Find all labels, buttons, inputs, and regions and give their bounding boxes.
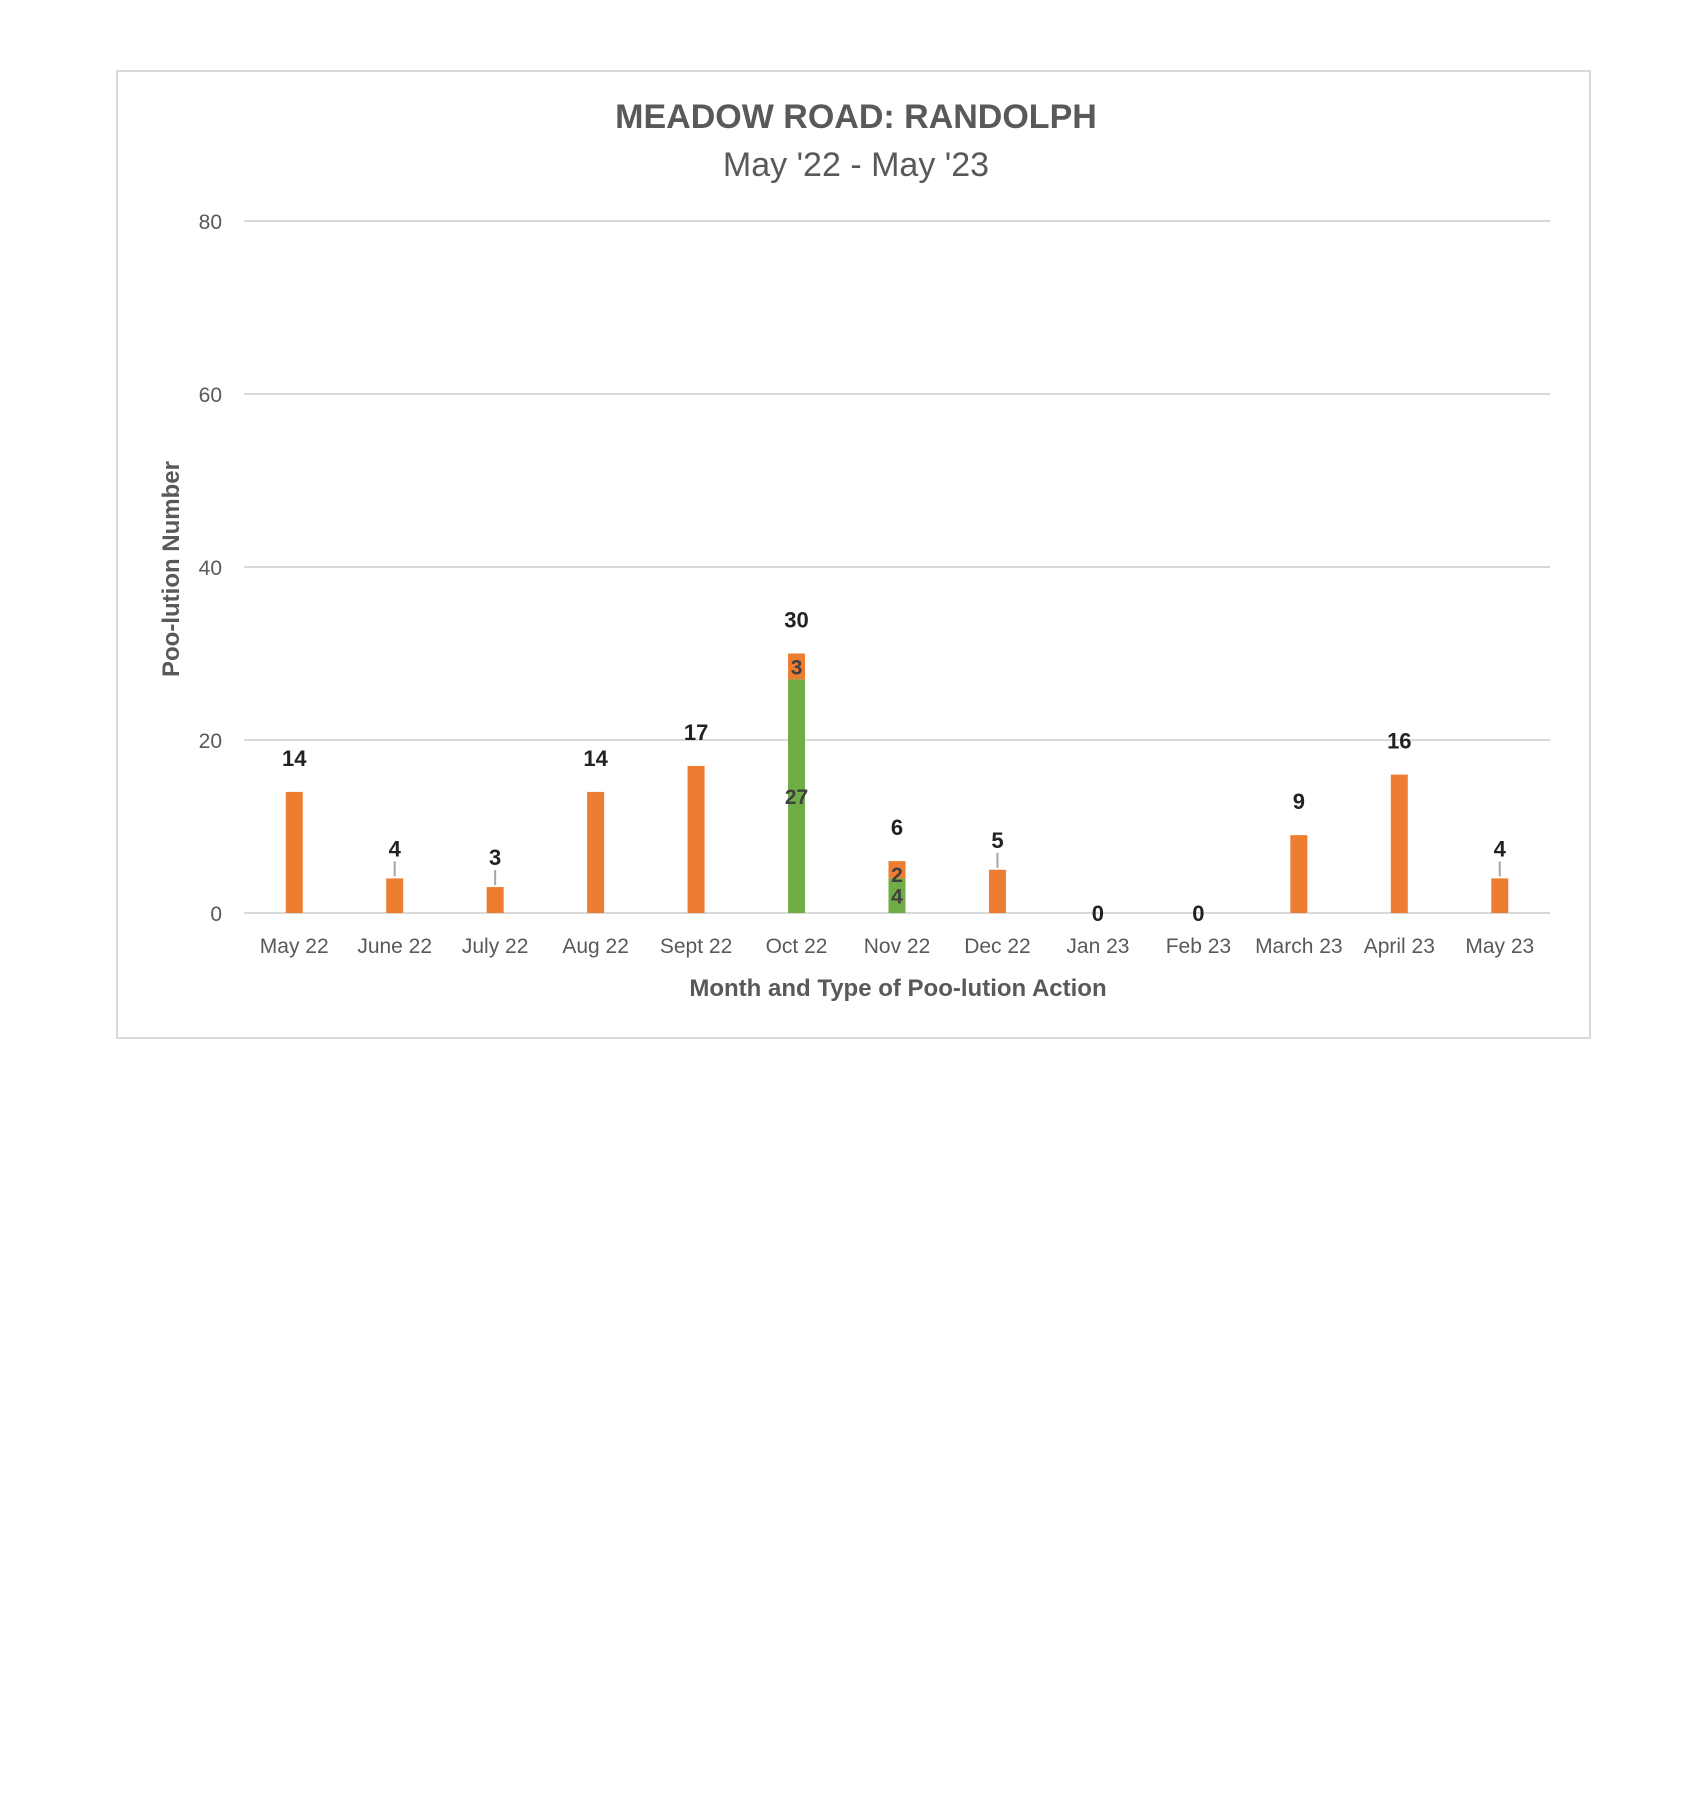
x-tick-label: Feb 23 xyxy=(1165,935,1232,958)
total-label: 3 xyxy=(489,845,502,871)
bar-segment xyxy=(487,887,504,913)
chart-subtitle: May '22 - May '23 xyxy=(722,146,990,184)
y-axis-ticks xyxy=(199,211,222,926)
x-tick-label: June 22 xyxy=(357,935,433,958)
x-tick-label: May 23 xyxy=(1465,935,1535,958)
bar-segment xyxy=(1391,775,1408,913)
x-tick-label: April 23 xyxy=(1363,935,1435,958)
total-label: 5 xyxy=(991,827,1004,853)
bar-segment xyxy=(587,792,604,913)
y-tick-label: 60 xyxy=(198,384,222,407)
y-tick-label: 40 xyxy=(198,557,222,580)
x-tick-label: July 22 xyxy=(461,935,529,958)
segment-label: 3 xyxy=(790,656,803,680)
bar-segment xyxy=(1290,835,1307,913)
total-label: 0 xyxy=(1192,901,1205,926)
bar-segment xyxy=(286,792,303,913)
total-label: 0 xyxy=(1091,901,1105,926)
x-tick-label: Dec 22 xyxy=(964,935,1031,958)
segment-label: 4 xyxy=(891,885,903,909)
gridlines xyxy=(244,221,1550,913)
x-axis-ticks xyxy=(260,935,1534,958)
x-tick-label: Sept 22 xyxy=(659,935,733,958)
total-label: 17 xyxy=(683,719,709,745)
x-tick-label: March 23 xyxy=(1255,935,1343,958)
data-labels xyxy=(282,608,1507,927)
total-label: 16 xyxy=(1387,728,1412,754)
y-axis-title: Poo-lution Number xyxy=(158,461,185,677)
bar-chart xyxy=(118,72,1593,1041)
y-tick-label: 0 xyxy=(210,903,222,926)
total-label: 14 xyxy=(583,745,608,771)
bar-segment xyxy=(989,870,1006,913)
y-tick-label: 20 xyxy=(198,730,222,753)
bar-segment xyxy=(386,878,403,913)
x-tick-label: Aug 22 xyxy=(562,935,629,958)
total-label: 4 xyxy=(388,836,401,862)
bar-segment xyxy=(688,766,705,913)
total-label: 6 xyxy=(890,815,904,841)
y-tick-label: 80 xyxy=(198,211,222,234)
x-tick-label: Nov 22 xyxy=(863,935,931,958)
total-label: 4 xyxy=(1493,836,1506,862)
x-tick-label: Oct 22 xyxy=(765,935,828,958)
segment-label: 27 xyxy=(784,786,809,810)
x-axis-title: Month and Type of Poo-lution Action xyxy=(689,975,1107,1002)
bar-segment xyxy=(1491,878,1508,913)
total-label: 30 xyxy=(784,607,809,633)
total-label: 9 xyxy=(1292,789,1305,815)
total-label: 14 xyxy=(281,745,307,771)
x-tick-label: Jan 23 xyxy=(1066,935,1130,958)
chart-frame xyxy=(116,70,1591,1039)
segment-label: 2 xyxy=(891,864,903,888)
chart-title: MEADOW ROAD: RANDOLPH xyxy=(615,98,1097,136)
x-tick-label: May 22 xyxy=(259,935,329,958)
